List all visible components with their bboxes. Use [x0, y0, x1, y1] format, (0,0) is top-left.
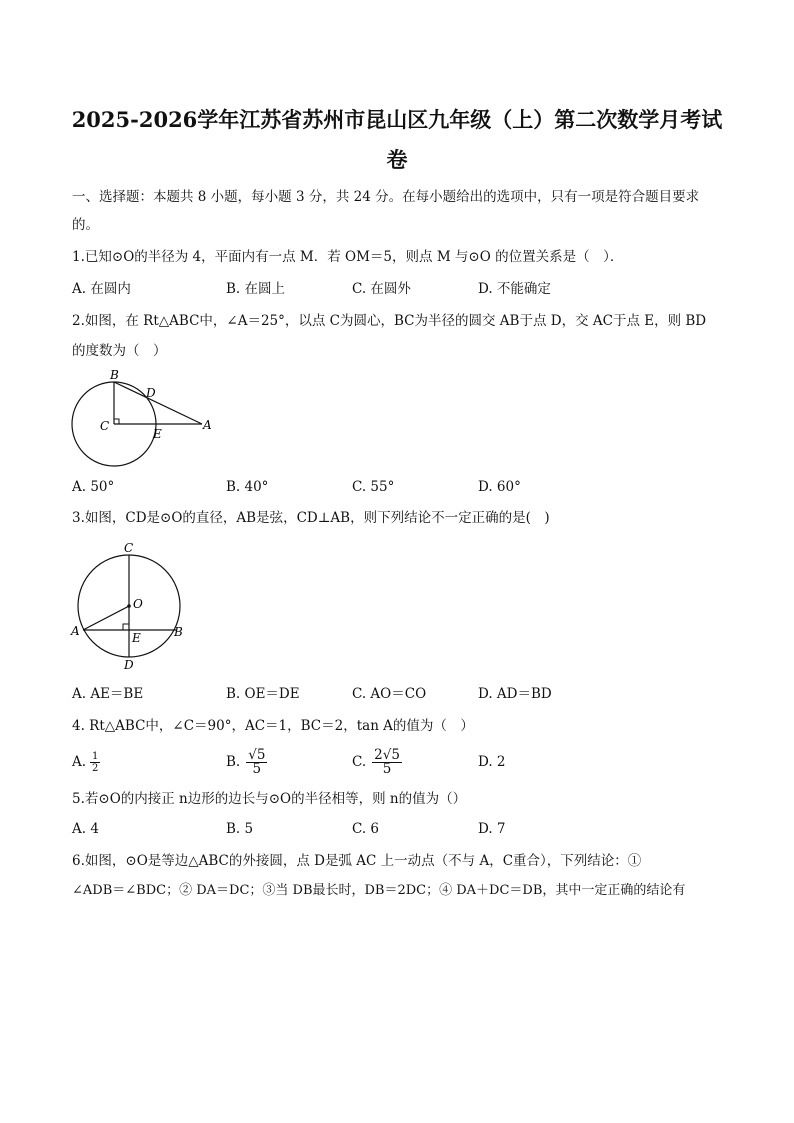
- q3-label-e: E: [132, 631, 141, 645]
- q3-label-b: B: [174, 625, 183, 639]
- q1-option-a[interactable]: A. 在圆内: [72, 281, 131, 297]
- q3-label-a: A: [71, 624, 80, 638]
- q4-option-b[interactable]: [226, 744, 267, 780]
- q5-stem: 5.若⊙O的内接正 n边形的边长与⊙O的半径相等，则 n的值为（）: [72, 791, 467, 807]
- q3-center-dot: [127, 604, 131, 608]
- q3-option-b[interactable]: B. OE＝DE: [226, 686, 300, 702]
- q3-label-o: O: [133, 597, 143, 611]
- q5-option-a[interactable]: A. 4: [72, 821, 99, 837]
- q2-label-e: E: [153, 427, 162, 441]
- exam-title-line2: 卷: [386, 147, 408, 172]
- q3-label-c: C: [124, 541, 134, 555]
- q2-label-a: A: [203, 418, 212, 432]
- q4-option-a-fraction: [90, 751, 100, 774]
- q4-option-d[interactable]: D. 2: [478, 754, 506, 770]
- q3-stem: 3.如图，CD是⊙O的直径，AB是弦，CD⊥AB，则下列结论不一定正确的是( ): [72, 510, 550, 526]
- q2-right-angle-mark: [114, 419, 119, 424]
- q5-option-b[interactable]: B. 5: [226, 821, 254, 837]
- q4-option-c-prefix: C.: [352, 754, 367, 770]
- q2-segment-ba: [114, 382, 202, 424]
- q4-option-a-numerator: 1: [92, 750, 99, 762]
- q2-option-a[interactable]: A. 50°: [72, 479, 115, 495]
- q2-option-b[interactable]: B. 40°: [226, 479, 269, 495]
- q1-option-d[interactable]: D. 不能确定: [478, 281, 551, 297]
- q4-option-c-fraction: [372, 746, 402, 777]
- q4-option-b-fraction: [246, 746, 267, 777]
- q5-option-d[interactable]: D. 7: [478, 821, 506, 837]
- q4-option-c[interactable]: [352, 744, 402, 780]
- section-heading-line1: 一、选择题：本题共 8 小题，每小题 3 分，共 24 分。在每小题给出的选项中，只有一项是符合题目要求: [72, 189, 700, 205]
- q2-stem-line2: 的度数为（ ）: [72, 343, 167, 359]
- q3-segment-ao: [83, 606, 129, 630]
- q1-option-c[interactable]: C. 在圆外: [352, 281, 411, 297]
- q3-option-c[interactable]: C. AO＝CO: [352, 686, 427, 702]
- q4-stem: 4. Rt△ABC中，∠C＝90°，AC＝1，BC＝2，tan A的值为（ ）: [72, 718, 474, 734]
- q4-option-b-prefix: B.: [226, 754, 241, 770]
- q4-option-c-numerator: 2√5: [374, 746, 400, 763]
- q2-label-b: B: [110, 368, 119, 382]
- q3-option-a[interactable]: A. AE＝BE: [72, 686, 144, 702]
- q3-label-d: D: [124, 658, 134, 670]
- q1-stem: 1.已知⊙O的半径为 4，平面内有一点 M．若 OM＝5，则点 M 与⊙O 的位置关系是（ ）．: [72, 249, 624, 265]
- q4-option-a-denominator: 2: [92, 762, 99, 774]
- q4-option-c-denominator: 5: [382, 760, 392, 777]
- q1-option-b[interactable]: B. 在圆上: [226, 281, 286, 297]
- q4-option-b-denominator: 5: [252, 760, 262, 777]
- q3-option-d[interactable]: D. AD＝BD: [478, 686, 552, 702]
- exam-title-line1: 2025-2026学年江苏省苏州市昆山区九年级（上）第二次数学月考试: [71, 107, 723, 132]
- q6-stem-line1: 6.如图，⊙O是等边△ABC的外接圆，点 D是弧 AC 上一动点（不与 A，C重合），下列结论：①: [72, 853, 642, 869]
- q6-stem-line2: ∠ADB＝∠BDC；② DA＝DC；③当 DB最长时，DB＝2DC；④ DA＋DC＝DB，其中一定正确的结论有: [72, 883, 686, 898]
- q4-option-b-numerator: √5: [248, 746, 266, 763]
- q2-figure: [66, 366, 226, 472]
- q2-stem-line1: 2.如图，在 Rt△ABC中，∠A＝25°，以点 C为圆心，BC为半径的圆交 AB于点 D，交 AC于点 E，则 BD: [72, 313, 707, 329]
- q4-option-a-prefix: A.: [72, 754, 87, 770]
- q4-option-a[interactable]: [72, 744, 100, 780]
- q2-label-c: C: [100, 419, 110, 433]
- q3-right-angle-mark: [123, 624, 129, 630]
- q2-label-d: D: [146, 386, 156, 400]
- q5-option-c[interactable]: C. 6: [352, 821, 380, 837]
- section-heading-line2: 的。: [72, 217, 99, 233]
- q3-figure: [66, 538, 196, 670]
- q2-option-c[interactable]: C. 55°: [352, 479, 395, 495]
- q2-option-d[interactable]: D. 60°: [478, 479, 521, 495]
